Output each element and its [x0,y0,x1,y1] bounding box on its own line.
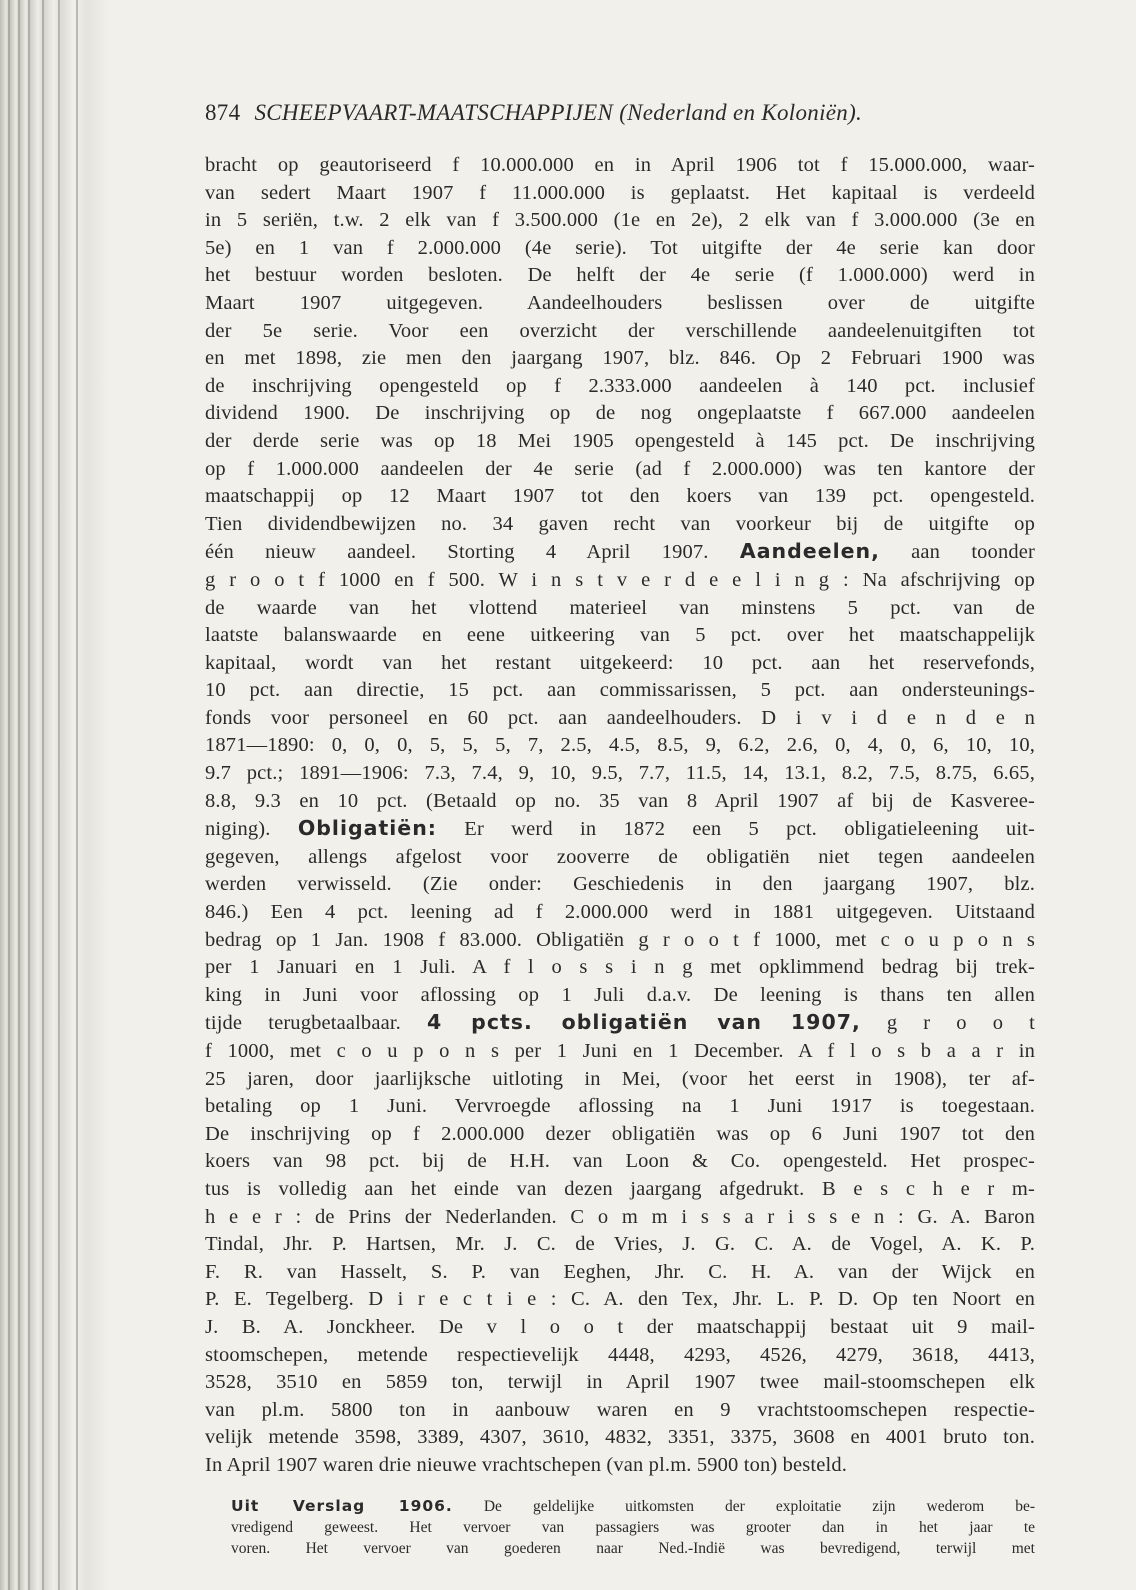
text-line: Tien dividendbewijzen no. 34 gaven recht van voorkeur bij de uitgifte op [205,512,1035,535]
text-line: laatste balanswaarde en eene uitkeering van 5 pct. over het maatschappelijk [205,624,1035,647]
text-line: dividend 1900. De inschrijving op de nog ongeplaatste f 667.000 aandeelen [205,402,1035,425]
text-line: in 5 seriën, t.w. 2 elk van f 3.500.000 (1e en 2e), 2 elk van f 3.000.000 (3e en [205,209,1035,232]
text-line: het bestuur worden besloten. De helft der 4e serie (f 1.000.000) werd in [205,264,1035,287]
book-page-edges [0,0,110,1590]
page-number: 874 [205,100,241,125]
text-segment: één nieuw aandeel. Storting 4 April 1907. [205,541,709,564]
text-line-obligatien [205,815,1035,844]
text-line: Tindal, Jhr. P. Hartsen, Mr. J. C. de Vries, J. G. C. A. de Vogel, A. K. P. [205,1233,1035,1256]
text-line: der derde serie was op 18 Mei 1905 opengesteld à 145 pct. De inschrijving [205,429,1035,452]
text-line-obligatien-1907 [205,1009,1035,1038]
text-line: 9.7 pct.; 1891—1906: 7.3, 7.4, 9, 10, 9.5, 7.7, 11.5, 14, 13.1, 8.2, 7.5, 8.75, 6.65, [205,762,1035,785]
heading-aandeelen: Aandeelen, [739,539,880,564]
text-line: F. R. van Hasselt, S. P. van Eeghen, Jhr. C. H. A. van der Wijck en [205,1260,1035,1283]
text-line: 3528, 3510 en 5859 ton, terwijl in April 1907 twee mail-stoomschepen elk [205,1371,1035,1394]
text-segment: g r o o t [886,1012,1035,1035]
book-page [205,100,1035,1559]
text-line: gegeven, allengs afgelost voor zooverre de obligatiën niet tegen aandeelen [205,845,1035,868]
text-line: J. B. A. Jonckheer. De v l o o t der maatschappij bestaat uit 9 mail- [205,1315,1035,1338]
text-line: koers van 98 pct. bij de H.H. van Loon & Co. opengesteld. Het prospec- [205,1150,1035,1173]
running-head [205,100,1035,126]
heading-obligatien: Obligatiën: [297,816,437,841]
text-line: stoomschepen, metende respectievelijk 4448, 4293, 4526, 4279, 3618, 4413, [205,1343,1035,1366]
text-line: king in Juni voor aflossing op 1 Juli d.a.v. De leening is thans ten allen [205,983,1035,1006]
text-segment: niging). [205,818,271,841]
text-line: 10 pct. aan directie, 15 pct. aan commissarissen, 5 pct. aan ondersteunings- [205,679,1035,702]
text-line: de inschrijving opengesteld op f 2.333.000 aandeelen à 140 pct. inclusief [205,374,1035,397]
note-lead: Uit Verslag 1906. [231,1496,453,1515]
note-text: De geldelijke uitkomsten der exploitatie zijn wederom be- [483,1497,1036,1515]
text-line: 5e) en 1 van f 2.000.000 (4e serie). Tot uitgifte der 4e serie kan door [205,236,1035,259]
text-line: van sedert Maart 1907 f 11.000.000 is geplaatst. Het kapitaal is verdeeld [205,181,1035,204]
text-line: en met 1898, zie men den jaargang 1907, blz. 846. Op 2 Februari 1900 was [205,347,1035,370]
text-segment: tijde terugbetaalbaar. [205,1012,401,1035]
text-line: 1871—1890: 0, 0, 0, 5, 5, 5, 7, 2.5, 4.5, 8.5, 9, 6.2, 2.6, 0, 4, 0, 6, 10, 10, [205,734,1035,757]
body-text [205,152,1035,1480]
text-line: op f 1.000.000 aandeelen der 4e serie (ad f 2.000.000) was ten kantore der [205,457,1035,480]
text-line: De inschrijving op f 2.000.000 dezer obligatiën was op 6 Juni 1907 tot den [205,1122,1035,1145]
text-line: velijk metende 3598, 3389, 4307, 3610, 4832, 3351, 3375, 3608 en 4001 bruto ton. [205,1426,1035,1449]
text-line: bedrag op 1 Jan. 1908 f 83.000. Obligatiën g r o o t f 1000, met c o u p o n s [205,928,1035,951]
report-note [205,1496,1035,1559]
text-line: fonds voor personeel en 60 pct. aan aandeelhouders. D i v i d e n d e n [205,706,1035,729]
note-line: vredigend geweest. Het vervoer van passagiers was grooter dan in het jaar te [231,1518,1035,1536]
text-line: g r o o t f 1000 en f 500. W i n s t v e r d e e l i n g : Na afschrijving op [205,568,1035,591]
text-line: maatschappij op 12 Maart 1907 tot den koers van 139 pct. opengesteld. [205,485,1035,508]
text-segment: aan toonder [911,541,1035,564]
heading-obligatien-1907: 4 pcts. obligatiën van 1907, [427,1010,861,1035]
text-line-aandeelen [205,538,1035,567]
text-line: der 5e serie. Voor een overzicht der verschillende aandeelenuitgiften tot [205,319,1035,342]
text-line: de waarde van het vlottend materieel van minstens 5 pct. van de [205,596,1035,619]
text-line: f 1000, met c o u p o n s per 1 Juni en 1 December. A f l o s b a a r in [205,1040,1035,1062]
text-line: h e e r : de Prins der Nederlanden. C o m m i s s a r i s s e n : G. A. Baron [205,1205,1035,1228]
text-line: van pl.m. 5800 ton in aanbouw waren en 9 vrachtstoomschepen respectie- [205,1398,1035,1421]
text-line: werden verwisseld. (Zie onder: Geschiedenis in den jaargang 1907, blz. [205,873,1035,896]
text-line: 846.) Een 4 pct. leening ad f 2.000.000 werd in 1881 uitgegeven. Uitstaand [205,901,1035,924]
text-line: P. E. Tegelberg. D i r e c t i e : C. A. den Tex, Jhr. L. P. D. Op ten Noort en [205,1288,1035,1311]
text-line: Maart 1907 uitgegeven. Aandeelhouders beslissen over de uitgifte [205,291,1035,314]
note-line [231,1496,1035,1517]
running-head-title: SCHEEPVAART-MAATSCHAPPIJEN (Nederland en Koloniën). [254,100,863,125]
text-line: 25 jaren, door jaarlijksche uitloting in Mei, (voor het eerst in 1908), ter af- [205,1067,1035,1090]
text-line: per 1 Januari en 1 Juli. A f l o s s i n g met opklimmend bedrag bij trek- [205,956,1035,979]
note-line: voren. Het vervoer van goederen naar Ned.-Indië was bevredigend, terwijl met [231,1539,1035,1557]
text-line: tus is volledig aan het einde van dezen jaargang afgedrukt. B e s c h e r m- [205,1177,1035,1200]
text-line: bracht op geautoriseerd f 10.000.000 en in April 1906 tot f 15.000.000, waar- [205,154,1035,176]
text-line: betaling op 1 Juni. Vervroegde aflossing na 1 Juni 1917 is toegestaan. [205,1095,1035,1118]
text-line: 8.8, 9.3 en 10 pct. (Betaald op no. 35 van 8 April 1907 af bij de Kasveree- [205,789,1035,812]
text-line: kapitaal, wordt van het restant uitgekeerd: 10 pct. aan het reservefonds, [205,651,1035,674]
text-line: In April 1907 waren drie nieuwe vrachtschepen (van pl.m. 5900 ton) besteld. [205,1453,848,1476]
text-segment: Er werd in 1872 een 5 pct. obligatieleening uit- [464,818,1035,841]
